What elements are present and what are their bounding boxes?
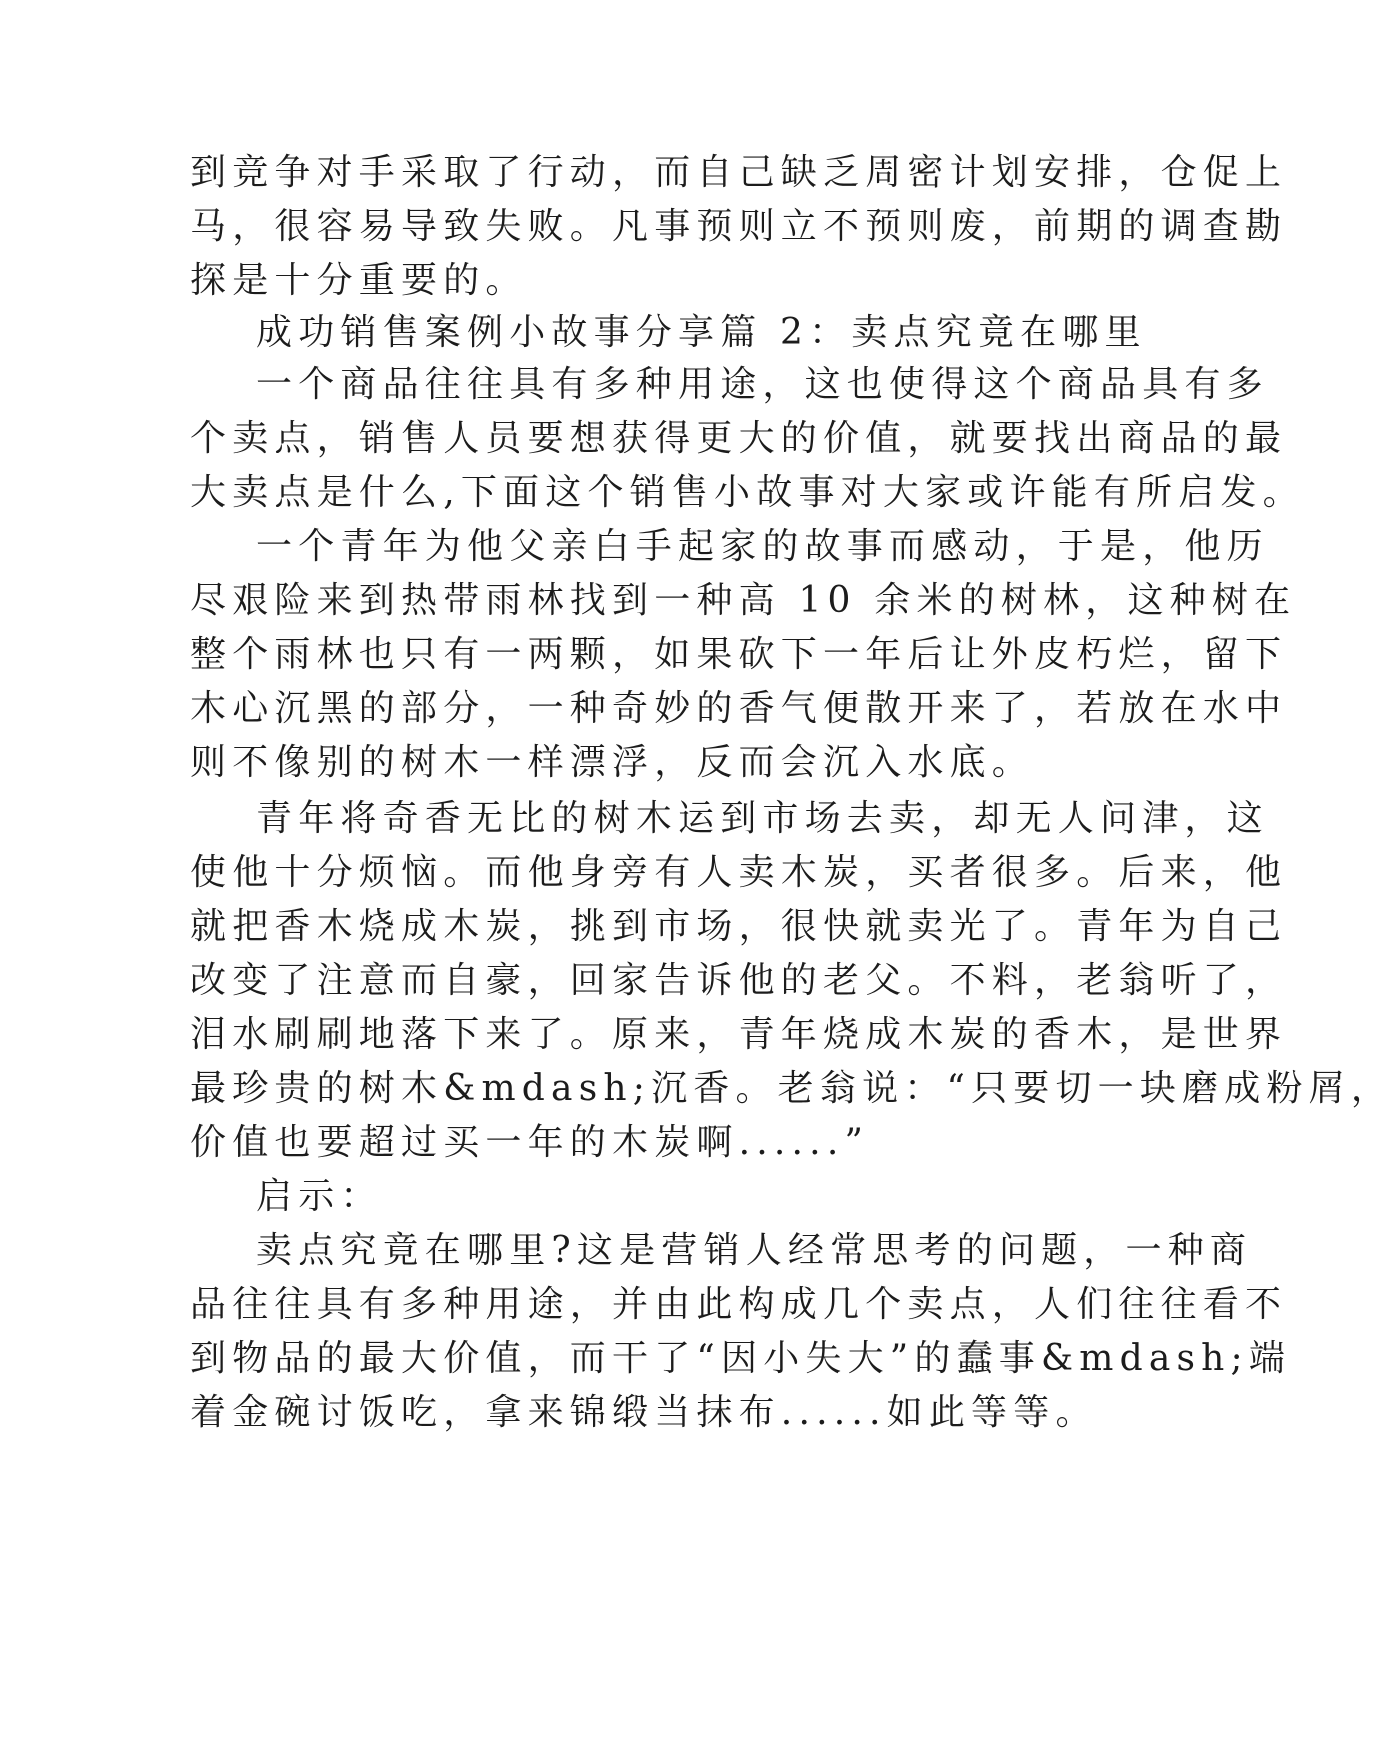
section-heading: 成功销售案例小故事分享篇 2：卖点究竟在哪里 (256, 312, 1147, 353)
text-line: 马，很容易导致失败。凡事预则立不预则废，前期的调查勘 (190, 206, 1288, 247)
text-line: 使他十分烦恼。而他身旁有人卖木炭，买者很多。后来，他 (190, 852, 1288, 893)
text-line: 尽艰险来到热带雨林找到一种高 10 余米的树林，这种树在 (190, 580, 1297, 621)
text-line: 到竞争对手采取了行动，而自己缺乏周密计划安排，仓促上 (190, 152, 1288, 193)
label-heading: 启示： (256, 1176, 383, 1217)
text-line: 泪水刷刷地落下来了。原来，青年烧成木炭的香木，是世界 (190, 1014, 1288, 1055)
text-line: 一个青年为他父亲白手起家的故事而感动，于是，他历 (256, 526, 1269, 567)
text-line: 大卖点是什么,下面这个销售小故事对大家或许能有所启发。 (190, 472, 1305, 513)
text-line: 就把香木烧成木炭，挑到市场，很快就卖光了。青年为自己 (190, 906, 1288, 947)
text-line: 改变了注意而自豪，回家告诉他的老父。不料，老翁听了， (190, 960, 1288, 1001)
text-line: 品往往具有多种用途，并由此构成几个卖点，人们往往看不 (190, 1284, 1288, 1325)
text-line: 整个雨林也只有一两颗，如果砍下一年后让外皮朽烂，留下 (190, 634, 1288, 675)
text-line: 着金碗讨饭吃，拿来锦缎当抹布......如此等等。 (190, 1392, 1098, 1433)
text-line: 则不像别的树木一样漂浮，反而会沉入水底。 (190, 742, 1035, 783)
text-line: 一个商品往往具有多种用途，这也使得这个商品具有多 (256, 364, 1269, 405)
text-line: 最珍贵的树木&mdash;沉香。老翁说：“只要切一块磨成粉屑， (190, 1068, 1393, 1109)
text-line: 个卖点，销售人员要想获得更大的价值，就要找出商品的最 (190, 418, 1288, 459)
text-line: 木心沉黑的部分，一种奇妙的香气便散开来了，若放在水中 (190, 688, 1288, 729)
text-line: 到物品的最大价值，而干了“因小失大”的蠢事&mdash;端 (190, 1338, 1292, 1379)
text-line: 探是十分重要的。 (190, 260, 528, 301)
text-line: 青年将奇香无比的树木运到市场去卖，却无人问津，这 (256, 798, 1269, 839)
text-line: 价值也要超过买一年的木炭啊......” (190, 1122, 870, 1163)
text-line: 卖点究竟在哪里?这是营销人经常思考的问题，一种商 (256, 1230, 1253, 1271)
